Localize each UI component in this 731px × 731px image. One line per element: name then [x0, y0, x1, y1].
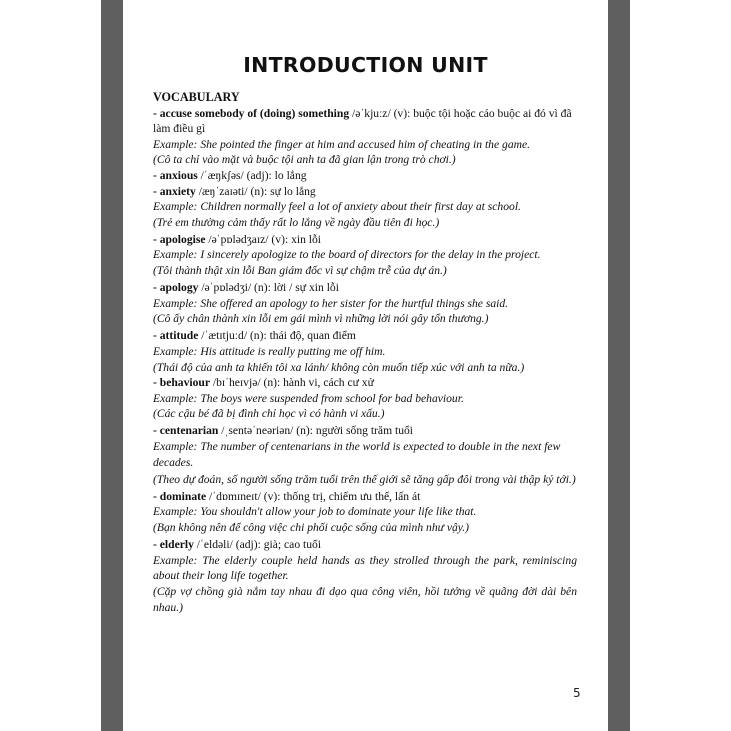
- entry-example: Example: The number of centenarians in the world is expected to double in the next few decades.: [153, 440, 561, 469]
- entry-definition: [153, 280, 577, 296]
- vocab-entry-accuse: [153, 106, 577, 168]
- entry-def-text: /bɪˈheɪvjə/ (n): hành vi, cách cư xử: [210, 376, 374, 390]
- entry-headword: - elderly: [153, 538, 194, 552]
- page-number: 5: [573, 686, 581, 700]
- entry-headword: - attitude: [153, 329, 199, 343]
- entry-definition: [153, 375, 577, 391]
- entry-example: Example: She offered an apology to her sister for the hurtful things she said.: [153, 296, 509, 310]
- entry-example: Example: Children normally feel a lot of anxiety about their first day at school.: [153, 200, 521, 214]
- entry-headword: - anxiety: [153, 184, 196, 198]
- document-page: [123, 0, 608, 731]
- entry-def-text: /ˈæŋkʃəs/ (adj): lo lắng: [197, 168, 307, 182]
- entry-translation: (Theo dự đoán, số người sống trăm tuổi trên thế giới sẽ tăng gấp đôi trong vài thập kỷ tới.): [153, 472, 576, 486]
- entry-example: Example: She pointed the finger at him and accused him of cheating in the game.: [153, 137, 531, 151]
- entry-def-text: /ˌsentəˈneəriən/ (n): người sống trăm tuổi: [218, 424, 414, 438]
- entry-definition: [153, 328, 577, 344]
- entry-definition: [153, 106, 577, 137]
- entry-definition: [153, 168, 577, 184]
- entry-definition: [153, 537, 577, 553]
- vocab-entry-behaviour: [153, 375, 577, 422]
- entry-example: Example: I sincerely apologize to the board of directors for the delay in the project.: [153, 248, 541, 262]
- entry-headword: - centenarian: [153, 424, 219, 438]
- entry-translation: (Tôi thành thật xin lỗi Ban giám đốc vì sự chậm trễ của dự án.): [153, 264, 447, 278]
- entry-definition: [153, 423, 577, 439]
- vocab-entry-apologise: [153, 232, 577, 279]
- entry-translation: (Thái độ của anh ta khiến tôi xa lánh/ không còn muốn tiếp xúc với anh ta nữa.): [153, 360, 525, 374]
- entry-definition: [153, 489, 577, 505]
- vocab-entry-centenarian: [153, 423, 577, 487]
- entry-translation: (Các cậu bé đã bị đình chỉ học vì có hành vi xấu.): [153, 407, 385, 421]
- entry-def-text: /æŋˈzaɪəti/ (n): sự lo lắng: [195, 184, 316, 198]
- entry-translation: (Trẻ em thường cảm thấy rất lo lắng về ngày đầu tiên đi học.): [153, 215, 440, 229]
- entry-headword: - behaviour: [153, 376, 211, 390]
- vocab-entry-dominate: [153, 489, 577, 536]
- entry-headword: - accuse somebody of (doing) something: [153, 106, 350, 120]
- entry-example: Example: The boys were suspended from school for bad behaviour.: [153, 391, 464, 405]
- entry-example: Example: You shouldn't allow your job to dominate your life like that.: [153, 505, 477, 519]
- vocabulary-list: [153, 90, 577, 615]
- vocab-entry-anxiety: [153, 184, 577, 231]
- entry-translation: (Bạn không nên để công việc chi phối cuộc sống của mình như vậy.): [153, 521, 470, 535]
- entry-headword: - apology: [153, 281, 199, 295]
- entry-translation: (Cặp vợ chồng già nắm tay nhau đi dạo qua công viên, hồi tưởng về quãng đời dài bên nhau.): [153, 584, 577, 614]
- entry-definition: [153, 184, 577, 200]
- section-heading: VOCABULARY: [153, 90, 240, 104]
- entry-def-text: /ˈdɒmɪneɪt/ (v): thống trị, chiếm ưu thế, lấn át: [206, 489, 421, 503]
- entry-definition: [153, 232, 577, 248]
- entry-headword: - dominate: [153, 489, 207, 503]
- entry-def-text: /əˈpɒlədʒaɪz/ (v): xin lỗi: [205, 232, 322, 246]
- entry-example: Example: His attitude is really putting me off him.: [153, 345, 386, 358]
- entry-translation: (Cô ấy chân thành xin lỗi em gái mình vì những lời nói gây tổn thương.): [153, 312, 489, 326]
- vocab-entry-attitude: [153, 328, 577, 375]
- entry-def-text: /ˈeldəli/ (adj): già; cao tuổi: [193, 538, 322, 552]
- vocab-entry-elderly: [153, 537, 577, 615]
- entry-example: Example: The elderly couple held hands as they strolled through the park, reminiscing about their long life together.: [153, 553, 577, 583]
- entry-translation: (Cô ta chỉ vào mặt và buộc tội anh ta đã gian lận trong trò chơi.): [153, 153, 456, 167]
- page-title: INTRODUCTION UNIT: [243, 53, 488, 77]
- entry-headword: - apologise: [153, 232, 206, 246]
- vocab-entry-apology: [153, 280, 577, 327]
- vocab-entry-anxious: [153, 168, 577, 184]
- entry-headword: - anxious: [153, 168, 198, 182]
- entry-def-text: /ˈætɪtjuːd/ (n): thái độ, quan điểm: [198, 329, 356, 343]
- entry-def-text: /əˈpɒlədʒi/ (n): lời / sự xin lỗi: [198, 281, 339, 295]
- entry-def-text: /əˈkjuːz/ (v): buộc tội hoặc cáo buộc ai đó vì đã làm điều gì: [153, 106, 572, 136]
